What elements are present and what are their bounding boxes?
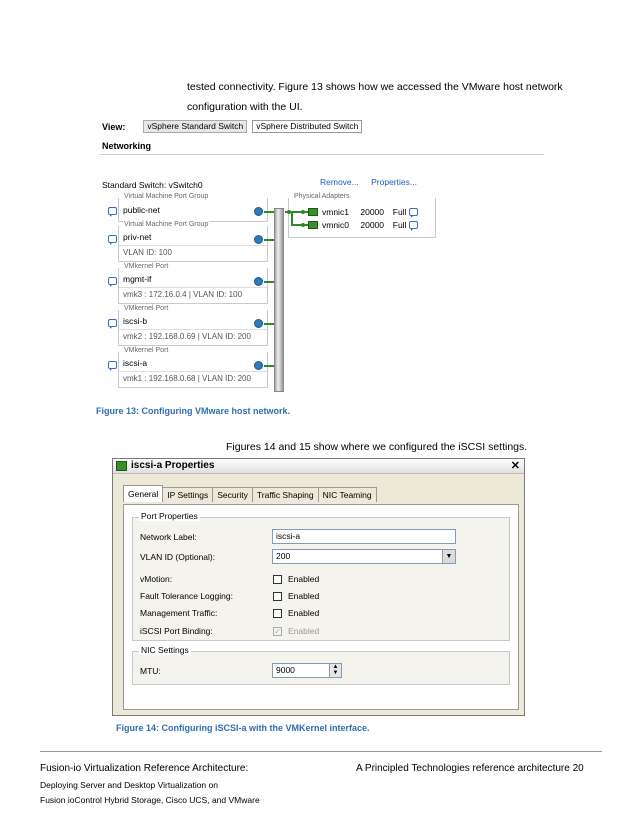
port-group-iscsi-b[interactable] (118, 305, 268, 346)
footer-subtitle: Fusion ioControl Hybrid Storage, Cisco UCS, and VMware (40, 795, 260, 805)
vmkernel-icon (116, 461, 127, 471)
body-text-line: Figures 14 and 15 show where we configured the iSCSI settings. (226, 441, 528, 453)
globe-icon (254, 207, 263, 216)
iscsi-binding-label: iSCSI Port Binding: (140, 626, 213, 636)
network-label-label: Network Label: (140, 532, 197, 542)
adapter-duplex: Full (392, 220, 407, 230)
port-group-iscsi-a[interactable] (118, 347, 268, 388)
connector-line (264, 365, 274, 367)
divider (119, 287, 267, 288)
mgmt-traffic-enabled-label: Enabled (288, 608, 320, 618)
group-title: Port Properties (141, 511, 198, 521)
vmotion-label: vMotion: (140, 574, 173, 584)
globe-icon (254, 235, 263, 244)
globe-icon (254, 319, 263, 328)
mtu-stepper[interactable] (272, 663, 342, 678)
body-text-line: configuration with the UI. (187, 101, 303, 113)
view-selector (102, 120, 367, 133)
adapter-name: vmnic1 (322, 207, 349, 217)
nic-icon (308, 208, 318, 216)
general-tab-panel (123, 504, 519, 710)
adapter-speed: 20000 (360, 207, 385, 217)
standard-switch-title: Standard Switch: vSwitch0 (102, 180, 203, 190)
figure-14-properties-dialog (112, 458, 525, 716)
port-group-type: VMkernel Port (124, 305, 169, 312)
mtu-label: MTU: (140, 666, 161, 676)
figure-14-caption: Figure 14: Configuring iSCSI-a with the VMKernel interface. (116, 723, 370, 733)
globe-icon (254, 361, 263, 370)
virtual-switch-bus (274, 208, 284, 392)
chevron-down-icon[interactable]: ▼ (442, 550, 455, 563)
tab-general[interactable]: General (123, 485, 163, 502)
mgmt-traffic-checkbox[interactable] (273, 609, 282, 618)
tab-bar (123, 487, 376, 502)
physical-adapters-group (288, 193, 436, 238)
tab-traffic-shaping[interactable]: Traffic Shaping (252, 487, 319, 502)
vmotion-checkbox[interactable] (273, 575, 282, 584)
adapter-row-vmnic0[interactable] (322, 220, 415, 230)
connector-dot (301, 223, 305, 227)
connector-line (291, 224, 308, 226)
connector-dot (287, 210, 291, 214)
port-group-detail: vmk1 : 192.168.0.68 | VLAN ID: 200 (123, 374, 251, 383)
vlan-id-value: 200 (276, 551, 291, 561)
port-group-name: priv-net (123, 232, 152, 242)
tab-ip-settings[interactable]: IP Settings (162, 487, 213, 502)
group-title: NIC Settings (141, 645, 189, 655)
spinner-icon[interactable]: ▲ ▼ (329, 664, 341, 677)
connector-line (264, 211, 274, 213)
nic-icon (308, 221, 318, 229)
port-properties-group (132, 511, 510, 641)
adapter-name: vmnic0 (322, 220, 349, 230)
port-group-public-net[interactable] (118, 193, 268, 222)
divider (100, 154, 544, 155)
dialog-titlebar (113, 459, 524, 474)
connector-line (264, 323, 274, 325)
port-group-type: VMkernel Port (124, 263, 169, 270)
port-group-priv-net[interactable] (118, 221, 268, 262)
ft-logging-label: Fault Tolerance Logging: (140, 591, 233, 601)
port-group-detail: VLAN ID: 100 (123, 248, 172, 257)
ft-logging-checkbox[interactable] (273, 592, 282, 601)
vlan-id-dropdown[interactable] (272, 549, 456, 564)
port-group-name: public-net (123, 205, 160, 215)
view-label: View: (102, 121, 126, 132)
comment-icon[interactable] (409, 221, 418, 229)
comment-icon[interactable] (108, 277, 117, 285)
footer-page-info: A Principled Technologies reference architecture 20 (356, 763, 584, 774)
port-group-name: iscsi-b (123, 316, 148, 326)
figure-13-caption: Figure 13: Configuring VMware host network. (96, 406, 291, 416)
globe-icon (254, 277, 263, 286)
tab-security[interactable]: Security (212, 487, 253, 502)
remove-link[interactable]: Remove... (320, 177, 359, 187)
figure-13-networking-screenshot (96, 116, 546, 391)
mgmt-traffic-label: Management Traffic: (140, 608, 218, 618)
tab-nic-teaming[interactable]: NIC Teaming (318, 487, 377, 502)
connector-line (291, 211, 293, 225)
ft-logging-enabled-label: Enabled (288, 591, 320, 601)
dialog-title: iscsi-a Properties (131, 460, 215, 471)
divider (119, 329, 267, 330)
divider (119, 371, 267, 372)
standard-switch-button[interactable]: vSphere Standard Switch (143, 120, 247, 133)
port-group-detail: vmk2 : 192.168.0.69 | VLAN ID: 200 (123, 332, 251, 341)
physical-adapters-title: Physical Adapters (294, 193, 350, 200)
adapter-duplex: Full (392, 207, 407, 217)
port-group-type: VMkernel Port (124, 347, 169, 354)
properties-link[interactable]: Properties... (371, 177, 417, 187)
divider (119, 245, 267, 246)
connector-line (264, 239, 274, 241)
adapter-speed: 20000 (360, 220, 385, 230)
mtu-value: 9000 (276, 665, 295, 675)
networking-heading: Networking (102, 141, 152, 151)
port-group-name: iscsi-a (123, 358, 148, 368)
comment-icon[interactable] (108, 361, 117, 369)
comment-icon[interactable] (108, 319, 117, 327)
body-text-line: tested connectivity. Figure 13 shows how we accessed the VMware host network (187, 81, 563, 93)
footer-subtitle: Deploying Server and Desktop Virtualization on (40, 780, 218, 790)
comment-icon[interactable] (108, 207, 117, 215)
iscsi-binding-enabled-label: Enabled (288, 626, 320, 636)
connector-dot (301, 210, 305, 214)
connector-line (264, 281, 274, 283)
port-group-name: mgmt-if (123, 274, 152, 284)
port-group-type: Virtual Machine Port Group (124, 221, 209, 228)
iscsi-binding-checkbox: ✓ (274, 627, 281, 636)
comment-icon[interactable] (108, 235, 117, 243)
comment-icon[interactable] (409, 208, 418, 216)
close-icon[interactable]: ✕ (510, 460, 520, 472)
distributed-switch-button[interactable]: vSphere Distributed Switch (252, 120, 362, 133)
nic-settings-group (132, 645, 510, 685)
network-label-field[interactable]: iscsi-a (272, 529, 456, 544)
switch-actions (320, 177, 427, 187)
adapter-row-vmnic1[interactable] (322, 207, 415, 217)
footer-divider (40, 751, 602, 752)
port-group-mgmt-if[interactable] (118, 263, 268, 304)
vlan-id-label: VLAN ID (Optional): (140, 552, 216, 562)
port-group-type: Virtual Machine Port Group (124, 193, 209, 200)
port-group-detail: vmk3 : 172.16.0.4 | VLAN ID: 100 (123, 290, 243, 299)
vmotion-enabled-label: Enabled (288, 574, 320, 584)
footer-title: Fusion-io Virtualization Reference Architecture: (40, 763, 249, 774)
